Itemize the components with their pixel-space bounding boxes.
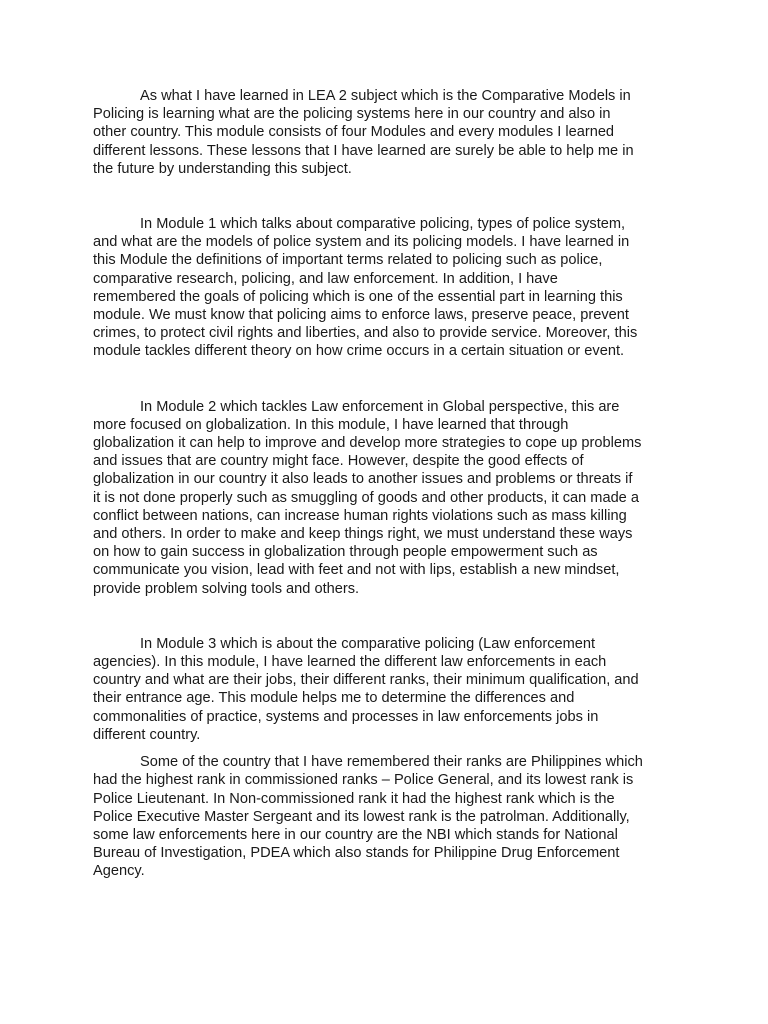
paragraph-ranks: Some of the country that I have remembered their ranks are Philippines which had the highest rank in commissioned ranks – Police General, and its lowest rank is Police Lieutenant. In Non-commissioned rank it had the highest rank which is the Police Executive Master Sergeant and its lowest rank is the patrolman. Additionally, some law enforcements here in our country are the NBI which stands for National Bureau of Investigation, PDEA which also stands for Philippine Drug Enforcement Agency. bbox=[93, 754, 643, 880]
paragraph-intro: As what I have learned in LEA 2 subject which is the Comparative Models in Policing is learning what are the policing systems here in our country and also in other country. This module consists of four Modules and every modules I learned different lessons. These lessons that I have learned are surely be able to help me in the future by understanding this subject. bbox=[93, 88, 634, 177]
paragraph-module-3: In Module 3 which is about the comparative policing (Law enforcement agencies). In this module, I have learned the different law enforcements in each country and what are their jobs, their different ranks, their minimum qualification, and their entrance age. This module helps me to determine the differences and commonalities of practice, systems and processes in law enforcements jobs in different country. bbox=[93, 635, 639, 743]
paragraph-module-1: In Module 1 which talks about comparative policing, types of police system, and what are the models of police system and its policing models. I have learned in this Module the definitions of important terms related to policing such as police, comparative research, policing, and law enforcement. In addition, I have remembered the goals of policing which is one of the essential part in learning this module. We must know that policing aims to enforce laws, preserve peace, prevent crimes, to protect civil rights and liberties, and also to provide service. Moreover, this module tackles different theory on how crime occurs in a certain situation or event. bbox=[93, 216, 638, 360]
paragraph-module-2: In Module 2 which tackles Law enforcement in Global perspective, this are more focused on globalization. In this module, I have learned that through globalization it can help to improve and develop more strategies to cope up problems and issues that are country might face. However, despite the good effects of globalization in our country it also leads to another issues and problems or threats if it is not done properly such as smuggling of goods and other products, it can made a conflict between nations, can increase human rights violations such as mass killing and others. In order to make and keep things right, we must understand these ways on how to gain success in globalization through people empowerment such as communicate you vision, lead with feet and not with lips, establish a new mindset, provide problem solving tools and others. bbox=[93, 398, 642, 597]
